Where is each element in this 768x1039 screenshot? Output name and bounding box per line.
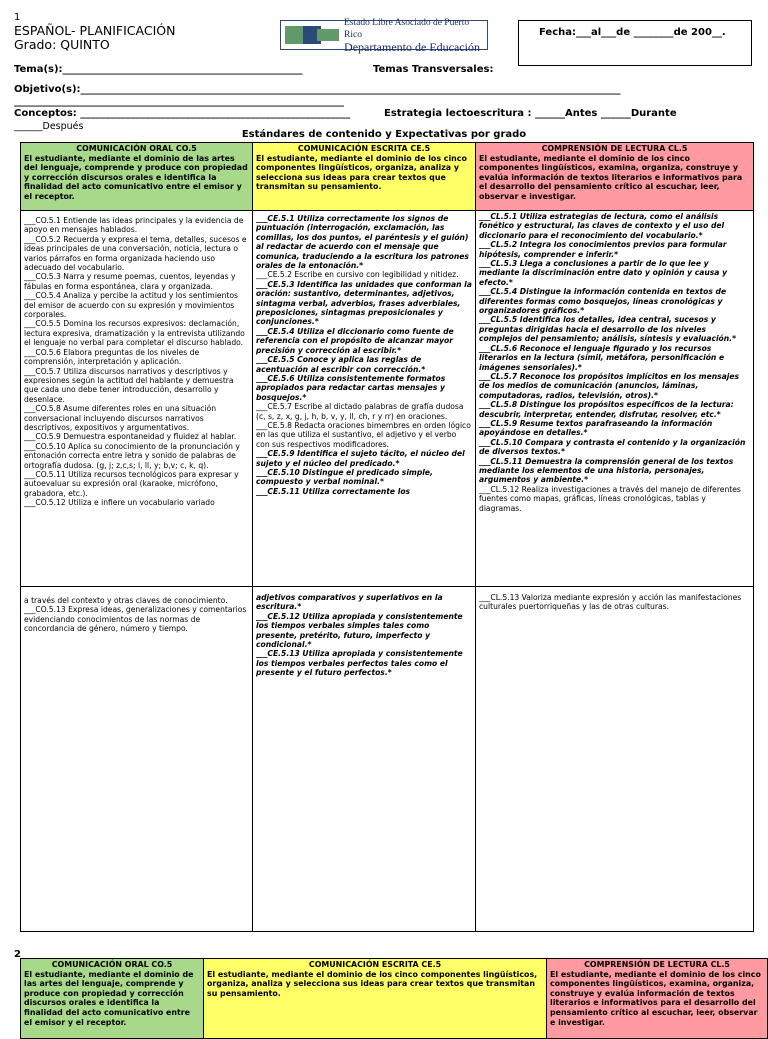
standards-table-page-2 xyxy=(20,958,768,1039)
oral-items-cell xyxy=(21,211,253,587)
escrita-standard-item: ___CE.5.4 Utiliza el diccionario como fuente de referencia con el propósito de alcanzar mayor precisión y corrección al escribir.* xyxy=(256,326,454,355)
lectura-items-cell xyxy=(476,211,754,587)
lectura-standard-item: ___CL.5.11 Demuestra la comprensión general de los textos mediante los elementos de una historia, personajes, argumentos y ambiente.* xyxy=(479,456,734,485)
page-title: ESPAÑOL- PLANIFICACIÓN xyxy=(14,23,176,38)
oral-standard-item: ___CO.5.9 Demuestra espontaneidad y fluidez al hablar. xyxy=(24,432,237,442)
estandares-title: Estándares de contenido y Expectativas por grado xyxy=(241,129,527,140)
objetivo-field[interactable]: Objetivo(s):____________________________________________________________________________________________________________ xyxy=(14,84,621,95)
lectura-standard-item: ___CL.5.3 Llega a conclusiones a partir de lo que lee y mediante la discriminación entre dato y opinión y causa y efecto.* xyxy=(479,259,728,287)
p2-header-lectura: COMPRENSIÓN DE LECTURA CL.5 El estudiante, mediante el dominio de los cinco componentes lingüísticos, examina, organiza, construye y evalúa información de textos literarios e informativos para el desarrollo del pensamiento crítico al escuchar, leer, observar e investigar. xyxy=(547,959,768,1039)
escrita-cont-cell xyxy=(253,587,476,932)
escrita-standard-item: ___CE.5.9 Identifica el sujeto tácito, el núcleo del sujeto y el núcleo del predicado.* xyxy=(256,449,465,468)
escrita-standard-item: ___CE.5.5 Conoce y aplica las reglas de acentuación al escribir con corrección.* xyxy=(256,355,426,374)
p2-header-escrita: COMUNICACIÓN ESCRITA CE.5 El estudiante, mediante el dominio de los cinco componentes lingüísticos, organiza, analiza y selecciona sus ideas para crear textos que transmitan su pensamiento. xyxy=(204,959,547,1039)
oral-standard-item: ___CO.5.1 Entiende las ideas principales y la evidencia de apoyo en mensajes hablados. xyxy=(24,216,244,235)
escrita-standard-item: adjetivos comparativos y superlativos en la escritura.* xyxy=(256,593,443,612)
escrita-standard-item: ___CE.5.1 Utiliza correctamente los signos de puntuación (interrogación, exclamación, las comillas, los dos puntos, el paréntesis y el guión) al redactar de acuerdo con el mensaje que comunica, traduciendo a la escritura los patrones orales de la entonación.* xyxy=(256,214,469,271)
escrita-standard-item: ___CE.5.12 Utiliza apropiada y consistentemente los tiempos verbales simples tales como presente, pretérito, futuro, imperfecto y condicional.* xyxy=(256,611,463,650)
lectura-standard-item: ___CL.5.2 Integra los conocimientos previos para formular hipótesis, comprender e inferir.* xyxy=(479,240,727,259)
grade-label: Grado: QUINTO xyxy=(14,37,110,52)
oral-standard-item: ___CO.5.10 Aplica su conocimiento de la pronunciación y entonación correcta entre letra y sonido de palabras de ortografía dudosa. (g, j; z,c,s; l, ll, y; b,v; c, k, q). xyxy=(24,441,240,470)
conceptos-field[interactable]: Conceptos: ______________________________________________________ xyxy=(14,108,351,119)
oral-standard-item: ___CO.5.13 Expresa ideas, generalizaciones y comentarios evidenciando conocimientos de las normas de concordancia de género, número y tiempo. xyxy=(24,605,247,634)
lectura-standard-item: ___CL.5.10 Compara y contrasta el contenido y la organización de diversos textos.* xyxy=(479,437,746,457)
lectura-standard-item: ___CL.5.6 Reconoce el lenguaje figurado y los recursos literarios en la lectura (símil, metáfora, personificación e imágenes sensoriales).* xyxy=(479,343,725,372)
escrita-standard-item: ___CE.5.3 Identifica las unidades que conforman la oración: sustantivo, determinantes, adjetivos, sintagma verbal, adverbios, frases adverbiales, preposiciones, sintagmas preposicionales y conjunciones.* xyxy=(256,279,472,327)
header-oral: COMUNICACIÓN ORAL CO.5 El estudiante, mediante el dominio de las artes del lenguaje, comprende y produce con propiedad y corrección discursos orales e identifica la finalidad del acto comunicativo entre el emisor y el receptor. xyxy=(21,143,253,211)
oral-cont-cell xyxy=(21,587,253,932)
escrita-standard-item: ___CE.5.10 Distingue el predicado simple, compuesto y verbal nominal.* xyxy=(256,467,433,487)
header-escrita: COMUNICACIÓN ESCRITA CE.5 El estudiante, mediante el dominio de los cinco componentes lingüísticos, organiza, analiza y selecciona sus ideas para crear textos que transmitan su pensamiento. xyxy=(253,143,476,211)
oral-standard-item: ___CO.5.4 Analiza y percibe la actitud y los sentimientos del emisor de acuerdo con su expresión y movimientos corporales. xyxy=(24,291,238,320)
lectura-standard-item: ___CL.5.13 Valoriza mediante expresión y acción las manifestaciones culturales puertorriqueñas y las de otras culturas. xyxy=(479,593,742,612)
header-lectura: COMPRENSIÓN DE LECTURA CL.5 El estudiante, mediante el dominio de los cinco componentes lingüísticos, examina, organiza, construye y evalúa información de textos literarios e informativos para el desarrollo del pensamiento crítico al escuchar, leer, observar e investigar. xyxy=(476,143,754,211)
lectura-standard-item: ___CL.5.5 Identifica los detalles, idea central, sucesos y preguntas dirigidas hacia el desarrollo de los niveles complejos del pensamiento; análisis, síntesis y evaluación.* xyxy=(479,315,737,344)
lectura-standard-item: ___CL.5.1 Utiliza estrategias de lectura, como el análisis fonético y estructural, las claves de contexto y el uso del diccionario para el reconocimiento del vocabulario.* xyxy=(479,212,725,240)
objetivo-line-2[interactable]: __________________________________________________________________ xyxy=(14,96,344,107)
department-logo xyxy=(280,18,488,54)
estrategia-label: Estrategia lectoescritura : ______Antes ______Durante xyxy=(384,108,677,119)
temas-transversales-label: Temas Transversales: xyxy=(373,64,494,75)
oral-standard-item: ___CO.5.7 Utiliza discursos narrativos y descriptivos y expresiones según la actitud del hablante y demuestra que cada uno debe tener introducción, desarrollo y desenlace. xyxy=(24,366,234,404)
p2-header-oral: COMUNICACIÓN ORAL CO.5 El estudiante, mediante el dominio de las artes del lenguaje, comprende y produce con propiedad y corrección discursos orales e identifica la finalidad del acto comunicativo entre el emisor y el receptor. xyxy=(21,959,204,1039)
logo-line-2: Departamento de Educación xyxy=(344,40,480,54)
page-2-number: 2 xyxy=(14,949,21,960)
lectura-cont-cell xyxy=(476,587,754,932)
escrita-standard-item: ___CE.5.2 Escribe en cursivo con legibilidad y nitidez. xyxy=(256,270,459,280)
oral-standard-item: ___CO.5.3 Narra y resume poemas, cuentos, leyendas y fábulas en forma espontánea, clara y organizada. xyxy=(24,272,236,291)
despues-field[interactable]: ______Después xyxy=(14,121,84,132)
escrita-items-cell xyxy=(253,211,476,587)
escrita-standard-item: ___CE.5.11 Utiliza correctamente los xyxy=(256,486,411,496)
oral-standard-item: ___CO.5.12 Utiliza e infiere un vocabulario variado xyxy=(24,498,215,508)
logo-line-1: Estado Libre Asociado de Puerto Rico xyxy=(344,18,470,40)
escrita-standard-item: ___CE.5.7 Escribe al dictado palabras de grafía dudosa (c, s, z, x, g, j, h, b, v, y, ll, ch, r y rr) en oraciones. xyxy=(256,402,464,421)
escrita-standard-item: ___CE.5.8 Redacta oraciones bimembres en orden lógico en las que utiliza el sustantivo, el adjetivo y el verbo con sus respectivos modificadores. xyxy=(256,420,471,449)
standards-table xyxy=(20,142,754,932)
fecha-label: Fecha:___al___de ________de 200__. xyxy=(539,27,726,38)
de-logo-icon xyxy=(283,23,340,47)
escrita-standard-item: ___CE.5.6 Utiliza consistentemente formatos apropiados para redactar cartas mensajes y bosquejos.* xyxy=(256,373,446,402)
page-number: 1 xyxy=(14,12,21,23)
fecha-field[interactable] xyxy=(518,20,752,66)
tema-field[interactable]: Tema(s):________________________________________________ xyxy=(14,64,303,75)
oral-standard-item: ___CO.5.6 Elabora preguntas de los niveles de comprensión, interpretación y aplicación. xyxy=(24,347,200,367)
page-header xyxy=(14,24,175,52)
escrita-standard-item: ___CE.5.13 Utiliza apropiada y consistentemente los tiempos verbales perfectos tales como el presente y el futuro perfectos.* xyxy=(256,649,463,678)
lectura-standard-item: ___CL.5.12 Realiza investigaciones a través del manejo de diferentes fuentes como mapas, gráficas, líneas cronológicas, tablas y diagramas. xyxy=(479,484,741,513)
oral-standard-item: a través del contexto y otras claves de conocimiento. xyxy=(24,596,228,605)
oral-standard-item: ___CO.5.2 Recuerda y expresa el tema, detalles, sucesos e ideas principales de una conversación, noticia, lectura o varios párrafos en forma organizada haciendo uso adecuado del vocabulario. xyxy=(24,234,247,273)
oral-standard-item: ___CO.5.8 Asume diferentes roles en una situación conversacional incluyendo discursos narrativos descriptivos, expositivos y argumentativos. xyxy=(24,404,217,432)
lectura-standard-item: ___CL.5.8 Distingue los propósitos específicos de la lectura: descubrir, interpretar, entender, disfrutar, resolver, etc.* xyxy=(479,400,734,419)
oral-standard-item: ___CO.5.5 Domina los recursos expresivos: declamación, lectura expresiva, dramatización y la entrevista utilizando el lenguaje no verbal para completar el discurso hablado. xyxy=(24,319,245,348)
lectura-standard-item: ___CL.5.4 Distingue la información contenida en textos de diferentes formas como bosquejos, líneas cronológicas y organizadores gráficos.* xyxy=(479,287,727,316)
lectura-standard-item: ___CL.5.7 Reconoce los propósitos implícitos en los mensajes de los medios de comunicación (anuncios, láminas, computadoras, radios, televisión, otros).* xyxy=(479,371,740,400)
oral-standard-item: ___CO.5.11 Utiliza recursos tecnológicos para expresar y autoevaluar su expresión oral (karaoke, micrófono, grabadora, etc.). xyxy=(24,469,239,498)
lectura-standard-item: ___CL.5.9 Resume textos parafraseando la información apoyándose en detalles.* xyxy=(479,418,713,438)
